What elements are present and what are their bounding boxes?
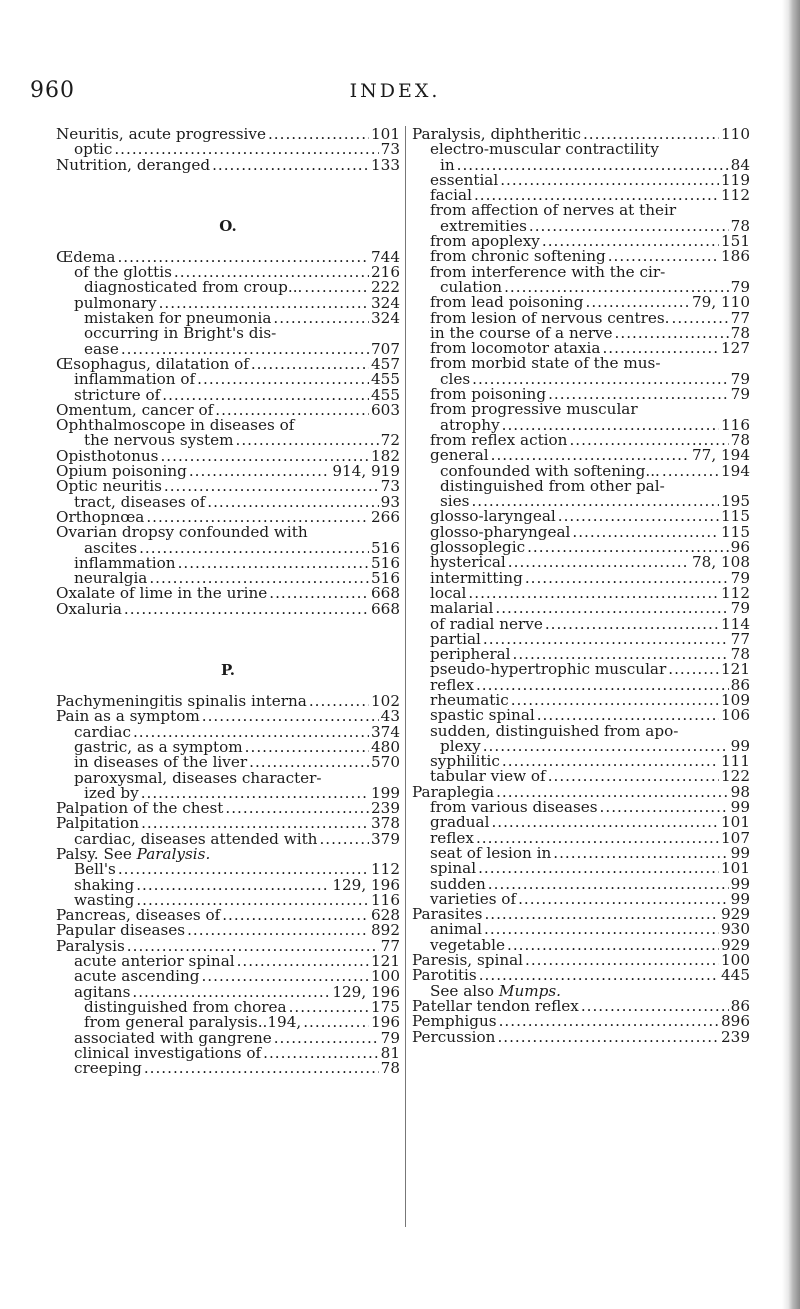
page-reference: 112 bbox=[721, 186, 750, 205]
entry-text: Opium poisoning bbox=[56, 462, 187, 481]
entry-text: Paralysis, diphtheritic bbox=[412, 125, 581, 143]
entry-text: Percussion bbox=[412, 1027, 496, 1046]
dot-leader bbox=[511, 693, 719, 708]
entry-text: peripheral bbox=[430, 645, 511, 664]
page-reference: 516 bbox=[371, 553, 400, 572]
page-reference: 43 bbox=[380, 707, 400, 726]
entry-text: from progressive muscular bbox=[430, 400, 638, 419]
page-reference: 86 bbox=[730, 996, 750, 1015]
page-reference: 930 bbox=[721, 920, 750, 939]
entry-text: Pemphigus bbox=[412, 1012, 497, 1031]
page-reference: 628 bbox=[371, 906, 400, 925]
entry-text: seat of lesion in bbox=[430, 843, 552, 862]
page-reference: 216 bbox=[371, 263, 400, 282]
dot-leader bbox=[488, 877, 729, 892]
entry-text: from affection of nerves at their bbox=[430, 201, 677, 220]
dot-leader bbox=[478, 861, 719, 876]
page-reference: 239 bbox=[371, 799, 400, 818]
dot-leader bbox=[497, 1030, 719, 1045]
dot-leader bbox=[672, 311, 729, 326]
entry-text: reflex bbox=[430, 828, 474, 847]
entry-text: from interference with the cir- bbox=[430, 262, 666, 281]
index-column-left bbox=[56, 127, 400, 1076]
entry-text: cardiac, diseases attended with bbox=[74, 829, 318, 848]
page-reference: 195 bbox=[721, 492, 750, 511]
page-reference: 77, 194 bbox=[692, 446, 750, 465]
page-reference: 79 bbox=[730, 599, 750, 618]
entry-text: syphilitic bbox=[430, 752, 500, 771]
page-reference: 78 bbox=[730, 430, 750, 449]
entry-text: varieties of bbox=[430, 889, 517, 908]
entry-text: Orthopnœa bbox=[56, 507, 145, 526]
page-reference: 110 bbox=[721, 125, 750, 143]
entry-text: intermitting bbox=[430, 568, 523, 587]
page-reference: 73 bbox=[380, 477, 400, 496]
page-reference: 79 bbox=[730, 568, 750, 587]
page-reference: 266 bbox=[371, 507, 400, 526]
entry-text: cles bbox=[440, 369, 471, 388]
entry-text: Patellar tendon reflex bbox=[412, 996, 579, 1015]
dot-leader bbox=[273, 311, 369, 326]
dot-leader bbox=[245, 740, 369, 755]
page-reference: 445 bbox=[721, 966, 750, 985]
dot-leader bbox=[508, 555, 690, 570]
page-reference: 119 bbox=[721, 170, 750, 189]
dot-leader bbox=[187, 923, 369, 938]
section-letter: O. bbox=[219, 216, 237, 235]
entry-text: tabular view of bbox=[430, 767, 546, 786]
page-reference: 175 bbox=[371, 997, 400, 1016]
page-reference: 129, 196 bbox=[332, 982, 400, 1001]
page-reference: 79 bbox=[380, 1028, 400, 1047]
running-title: INDEX. bbox=[349, 80, 441, 102]
entry-text: spinal bbox=[430, 859, 477, 878]
page-reference: 707 bbox=[371, 339, 400, 358]
page-reference: 516 bbox=[371, 569, 400, 588]
entry-text: gradual bbox=[430, 813, 490, 832]
entry-text: Neuritis, acute progressive bbox=[56, 125, 266, 143]
entry-text: gastric, as a symptom bbox=[74, 737, 243, 756]
entry-text: hysterical bbox=[430, 553, 506, 572]
page-reference: 72 bbox=[380, 431, 400, 450]
entry-text: Palsy. See bbox=[56, 844, 137, 863]
page-reference: 78 bbox=[730, 216, 750, 235]
entry-text: optic bbox=[74, 140, 113, 159]
page-reference: 182 bbox=[371, 446, 400, 465]
page-reference: 78 bbox=[730, 645, 750, 664]
entry-text: clinical investigations of bbox=[74, 1043, 262, 1062]
entry-text: associated with gangrene bbox=[74, 1028, 272, 1047]
page-reference: 668 bbox=[371, 599, 400, 618]
entry-text: from lead poisoning bbox=[430, 293, 584, 312]
dot-leader bbox=[548, 769, 719, 784]
dot-leader bbox=[553, 846, 728, 861]
dot-leader bbox=[124, 602, 369, 617]
dot-leader bbox=[136, 878, 330, 893]
entry-text: from various diseases bbox=[430, 798, 598, 817]
dot-leader bbox=[212, 158, 369, 173]
entry-text: atrophy bbox=[440, 415, 500, 434]
entry-text: Pachymeningitis spinalis interna bbox=[56, 692, 307, 711]
dot-leader bbox=[545, 617, 719, 632]
page-reference: 151 bbox=[721, 232, 750, 251]
page-reference: 78 bbox=[380, 1059, 400, 1078]
page-reference: 115 bbox=[721, 522, 750, 541]
entry-text: Oxaluria bbox=[56, 599, 122, 618]
entry-text: Pancreas, diseases of bbox=[56, 906, 221, 925]
entry-text: ized by bbox=[84, 783, 139, 802]
dot-leader bbox=[304, 280, 369, 295]
entry-text: Bell's bbox=[74, 860, 116, 879]
page-reference: 77 bbox=[380, 936, 400, 955]
dot-leader bbox=[197, 372, 369, 387]
entry-text: glosso-laryngeal bbox=[430, 507, 556, 526]
page-reference: 112 bbox=[721, 583, 750, 602]
dot-leader bbox=[189, 464, 331, 479]
dot-leader bbox=[468, 586, 719, 601]
entry-text: confounded with softening... bbox=[440, 461, 660, 480]
page-reference: 100 bbox=[371, 967, 400, 986]
page-reference: 116 bbox=[721, 415, 750, 434]
dot-leader bbox=[500, 173, 719, 188]
entry-text: Paralysis bbox=[56, 936, 125, 955]
page-reference: 929 bbox=[721, 935, 750, 954]
dot-leader bbox=[525, 571, 729, 586]
dot-leader bbox=[178, 556, 369, 571]
entry-text: Oxalate of lime in the urine bbox=[56, 584, 268, 603]
entry-text: from poisoning bbox=[430, 385, 547, 404]
page-reference: 79 bbox=[730, 369, 750, 388]
page-reference: 668 bbox=[371, 584, 400, 603]
entry-text: cardiac bbox=[74, 722, 131, 741]
index-column-right bbox=[412, 127, 750, 1045]
page-reference: 106 bbox=[721, 706, 750, 725]
entry-text: from general paralysis..194, bbox=[84, 1013, 302, 1032]
entry-text: from reflex action bbox=[430, 430, 568, 449]
entry-text: mistaken for pneumonia bbox=[84, 309, 272, 328]
page-reference: 603 bbox=[371, 400, 400, 419]
entry-text: stricture of bbox=[74, 385, 161, 404]
entry-text: of the glottis bbox=[74, 263, 172, 282]
entry-text: partial bbox=[430, 629, 481, 648]
page-reference: 455 bbox=[371, 370, 400, 389]
dot-leader bbox=[507, 938, 719, 953]
dot-leader bbox=[207, 495, 378, 510]
dot-leader bbox=[144, 1061, 379, 1076]
entry-text: Paraplegia bbox=[412, 782, 495, 801]
entry-text: Optic neuritis bbox=[56, 477, 162, 496]
page-reference: 379 bbox=[371, 829, 400, 848]
entry-text: Paresis, spinal bbox=[412, 951, 524, 970]
dot-leader bbox=[518, 892, 729, 907]
page-header bbox=[30, 78, 760, 108]
entry-text: general bbox=[430, 446, 489, 465]
page-reference: 129, 196 bbox=[332, 875, 400, 894]
index-entry bbox=[56, 599, 400, 618]
page-edge-shadow bbox=[782, 0, 800, 1309]
page-reference: 96 bbox=[730, 538, 750, 557]
dot-leader bbox=[476, 678, 729, 693]
page-reference: 892 bbox=[371, 921, 400, 940]
entry-text: inflammation bbox=[74, 553, 176, 572]
dot-leader bbox=[525, 953, 719, 968]
entry-text: distinguished from chorea bbox=[84, 997, 287, 1016]
entry-text: Palpitation bbox=[56, 814, 140, 833]
page-reference: 109 bbox=[721, 690, 750, 709]
entry-text: See also bbox=[430, 981, 499, 1000]
entry-text: from lesion of nervous centres. bbox=[430, 308, 670, 327]
page-reference: 78, 108 bbox=[692, 553, 750, 572]
entry-text: in bbox=[440, 155, 455, 174]
entry-text: acute ascending bbox=[74, 967, 200, 986]
index-entry bbox=[56, 1061, 400, 1076]
cross-reference: Mumps. bbox=[498, 981, 561, 1000]
page-reference: 121 bbox=[721, 660, 750, 679]
page-reference: 99 bbox=[730, 736, 750, 755]
entry-text: glosso-pharyngeal bbox=[430, 522, 571, 541]
entry-text: plexy bbox=[440, 736, 481, 755]
entry-text: inflammation of bbox=[74, 370, 196, 389]
dot-leader bbox=[309, 694, 369, 709]
entry-text: reflex bbox=[430, 675, 474, 694]
page-reference: 116 bbox=[371, 890, 400, 909]
entry-text: vegetable bbox=[430, 935, 506, 954]
page-reference: 115 bbox=[721, 507, 750, 526]
page-reference: 101 bbox=[371, 125, 400, 143]
entry-text: in diseases of the liver bbox=[74, 753, 248, 772]
entry-text: diagnosticated from croup... bbox=[84, 278, 303, 297]
dot-leader bbox=[118, 862, 369, 877]
entry-text: creeping bbox=[74, 1059, 142, 1078]
page-reference: 100 bbox=[721, 951, 750, 970]
entry-text: distinguished from other pal- bbox=[440, 476, 665, 495]
page-reference: 99 bbox=[730, 889, 750, 908]
entry-text: Parasites bbox=[412, 905, 483, 924]
dot-leader bbox=[483, 739, 729, 754]
entry-text: ascites bbox=[84, 538, 138, 557]
page-reference: 77 bbox=[730, 308, 750, 327]
dot-leader bbox=[269, 586, 369, 601]
entry-text: extremities bbox=[440, 216, 527, 235]
page-reference: 78 bbox=[730, 323, 750, 342]
page-reference: 194 bbox=[721, 461, 750, 480]
dot-leader bbox=[529, 219, 729, 234]
page-reference: 455 bbox=[371, 385, 400, 404]
entry-text: Pain as a symptom bbox=[56, 707, 200, 726]
page-reference: 112 bbox=[371, 860, 400, 879]
dot-leader bbox=[263, 1046, 379, 1061]
index-entry bbox=[56, 155, 400, 174]
page-reference: 93 bbox=[380, 492, 400, 511]
page-reference: 98 bbox=[730, 782, 750, 801]
page-reference: 114 bbox=[721, 614, 750, 633]
dot-leader bbox=[236, 433, 379, 448]
entry-text: pseudo-hypertrophic muscular bbox=[430, 660, 667, 679]
page-reference: 77 bbox=[730, 629, 750, 648]
dot-leader bbox=[274, 1031, 379, 1046]
page-reference: 186 bbox=[721, 247, 750, 266]
entry-text: sies bbox=[440, 492, 470, 511]
dot-leader bbox=[303, 1015, 369, 1030]
entry-text: Ovarian dropsy confounded with bbox=[56, 523, 308, 542]
page-reference: 133 bbox=[371, 155, 400, 174]
entry-text: occurring in Bright's dis- bbox=[84, 324, 277, 343]
entry-text: Ophthalmoscope in diseases of bbox=[56, 416, 295, 435]
dot-leader bbox=[484, 922, 719, 937]
entry-text: spastic spinal bbox=[430, 706, 535, 725]
entry-text: pulmonary bbox=[74, 293, 157, 312]
dot-leader bbox=[558, 509, 719, 524]
entry-text: from chronic softening bbox=[430, 247, 606, 266]
index-entry bbox=[412, 1027, 750, 1046]
page-reference: 79 bbox=[730, 277, 750, 296]
dot-leader bbox=[668, 662, 719, 677]
entry-text: electro-muscular contractility bbox=[430, 140, 659, 159]
entry-text: sudden bbox=[430, 874, 486, 893]
entry-text: malarial bbox=[430, 599, 494, 618]
page-reference: 81 bbox=[380, 1043, 400, 1062]
page-reference: 480 bbox=[371, 737, 400, 756]
entry-text: Œdema bbox=[56, 247, 116, 266]
index-entry-continued bbox=[412, 142, 750, 157]
dot-leader bbox=[202, 709, 379, 724]
page-reference: 324 bbox=[371, 293, 400, 312]
page-reference: 378 bbox=[371, 814, 400, 833]
page-reference: 99 bbox=[730, 874, 750, 893]
page-reference: 896 bbox=[721, 1012, 750, 1031]
page-reference: 222 bbox=[371, 278, 400, 297]
cross-reference: Paralysis. bbox=[136, 844, 211, 863]
page-reference: 102 bbox=[371, 692, 400, 711]
entry-text: animal bbox=[430, 920, 483, 939]
page-reference: 73 bbox=[380, 140, 400, 159]
section-gap bbox=[56, 173, 400, 203]
page-reference: 199 bbox=[371, 783, 400, 802]
page-number: 960 bbox=[30, 78, 75, 103]
page-reference: 79, 110 bbox=[692, 293, 750, 312]
page-reference: 516 bbox=[371, 538, 400, 557]
page-reference: 121 bbox=[371, 952, 400, 971]
page-reference: 84 bbox=[730, 155, 750, 174]
entry-text: ease bbox=[84, 339, 119, 358]
entry-text: tract, diseases of bbox=[74, 492, 206, 511]
page-reference: 374 bbox=[371, 722, 400, 741]
dot-leader bbox=[572, 525, 719, 540]
entry-text: acute anterior spinal bbox=[74, 952, 235, 971]
dot-leader bbox=[483, 632, 729, 647]
page-reference: 101 bbox=[721, 859, 750, 878]
entry-text: culation bbox=[440, 277, 503, 296]
entry-text: rheumatic bbox=[430, 690, 509, 709]
entry-text: wasting bbox=[74, 890, 135, 909]
page-reference: 122 bbox=[721, 767, 750, 786]
section-gap bbox=[56, 617, 400, 647]
entry-text: Papular diseases bbox=[56, 921, 186, 940]
entry-text: from locomotor ataxia bbox=[430, 339, 601, 358]
entry-text: agitans bbox=[74, 982, 131, 1001]
entry-text: Parotitis bbox=[412, 966, 477, 985]
entry-text: Nutrition, deranged bbox=[56, 155, 211, 174]
page-reference: 79 bbox=[730, 385, 750, 404]
entry-text: in the course of a nerve bbox=[430, 323, 613, 342]
page-reference: 99 bbox=[730, 798, 750, 817]
entry-text: Opisthotonus bbox=[56, 446, 159, 465]
page-reference: 570 bbox=[371, 753, 400, 772]
dot-leader bbox=[581, 999, 729, 1014]
entry-text: from morbid state of the mus- bbox=[430, 354, 661, 373]
entry-text: Omentum, cancer of bbox=[56, 400, 214, 419]
page-reference: 111 bbox=[721, 752, 750, 771]
dot-leader bbox=[251, 357, 369, 372]
dot-leader bbox=[615, 326, 729, 341]
entry-text: local bbox=[430, 583, 467, 602]
entry-text: essential bbox=[430, 170, 499, 189]
dot-leader bbox=[319, 832, 369, 847]
page-reference: 914, 919 bbox=[332, 462, 400, 481]
entry-text: facial bbox=[430, 186, 472, 205]
entry-text: Œsophagus, dilatation of bbox=[56, 354, 249, 373]
page-reference: 196 bbox=[371, 1013, 400, 1032]
dot-leader bbox=[600, 800, 729, 815]
entry-text: Palpation of the chest bbox=[56, 799, 224, 818]
dot-leader bbox=[222, 908, 369, 923]
dot-leader bbox=[499, 1014, 719, 1029]
page-reference: 99 bbox=[730, 843, 750, 862]
section-letter: P. bbox=[220, 661, 236, 680]
entry-text: paroxysmal, diseases character- bbox=[74, 768, 322, 787]
dot-leader bbox=[662, 464, 719, 479]
dot-leader bbox=[268, 127, 369, 142]
page-reference: 101 bbox=[721, 813, 750, 832]
entry-text: the nervous system bbox=[84, 431, 234, 450]
page-reference: 457 bbox=[371, 354, 400, 373]
page-reference: 127 bbox=[721, 339, 750, 358]
entry-text: sudden, distinguished from apo- bbox=[430, 721, 679, 740]
page-reference: 86 bbox=[730, 675, 750, 694]
dot-leader bbox=[225, 801, 369, 816]
entry-text: of radial nerve bbox=[430, 614, 543, 633]
dot-leader bbox=[484, 907, 719, 922]
entry-text: neuralgia bbox=[74, 569, 148, 588]
page-reference: 744 bbox=[371, 247, 400, 266]
entry-text: from apoplexy bbox=[430, 232, 540, 251]
dot-leader bbox=[491, 815, 719, 830]
page-reference: 239 bbox=[721, 1027, 750, 1046]
column-divider bbox=[405, 126, 406, 1227]
entry-text: shaking bbox=[74, 875, 135, 894]
page-reference: 107 bbox=[721, 828, 750, 847]
dot-leader bbox=[237, 954, 369, 969]
page-reference: 929 bbox=[721, 905, 750, 924]
entry-text: glossoplegic bbox=[430, 538, 526, 557]
page-reference: 324 bbox=[371, 309, 400, 328]
